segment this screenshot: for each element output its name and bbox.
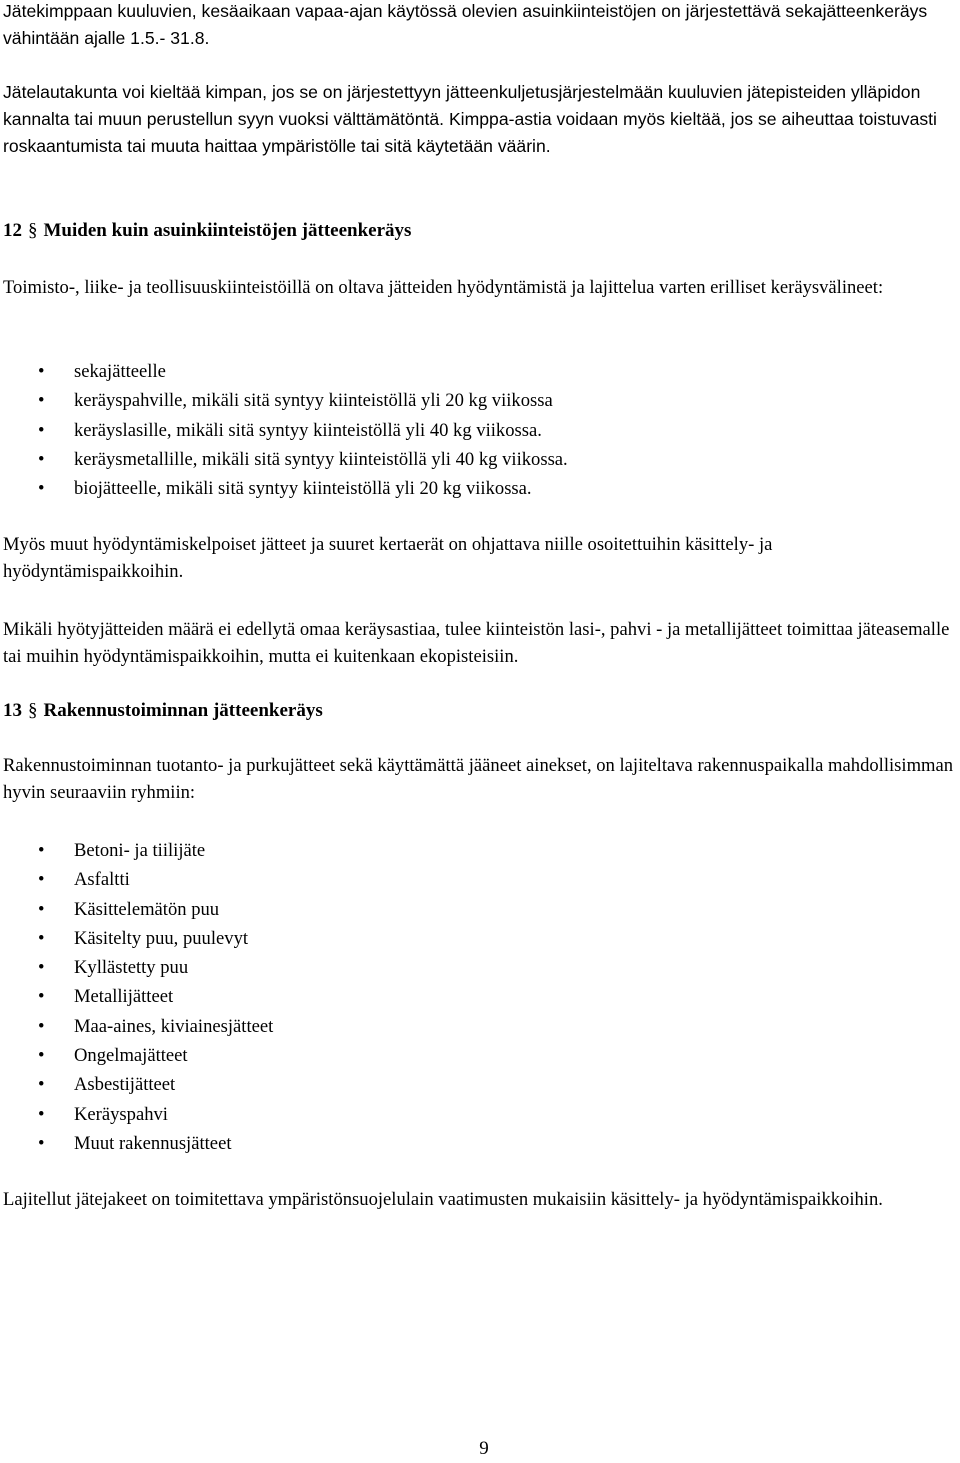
bullet-icon: • xyxy=(38,840,45,861)
collection-equipment-list xyxy=(0,357,568,503)
bullet-icon: • xyxy=(38,390,45,412)
list-item-text: keräyslasille, mikäli sitä syntyy kiinteistöllä yli 40 kg viikossa. xyxy=(74,419,542,441)
list-item xyxy=(0,1100,273,1129)
bullet-icon: • xyxy=(38,361,45,382)
bullet-icon: • xyxy=(38,478,45,500)
list-item xyxy=(0,1129,273,1158)
paragraph-construction-sorting: Rakennustoiminnan tuotanto- ja purkujätteet sekä käyttämättä jääneet ainekset, on lajiteltava rakennuspaikalla mahdollisimman hyvin seuraaviin ryhmiin: xyxy=(3,755,954,803)
list-item-text: Käsittelemätön puu xyxy=(74,898,220,920)
list-item xyxy=(0,357,568,386)
construction-waste-groups-list xyxy=(0,836,273,1158)
list-item xyxy=(0,386,568,415)
bullet-icon: • xyxy=(38,1132,45,1154)
list-item xyxy=(0,895,273,924)
list-item-text: Maa-aines, kiviainesjätteet xyxy=(74,1015,274,1037)
list-item xyxy=(0,1070,273,1099)
section-symbol-icon: § xyxy=(28,700,38,721)
list-item-text: Keräyspahvi xyxy=(74,1103,168,1125)
bullet-icon: • xyxy=(38,1103,45,1125)
paragraph-delivery: Lajitellut jätejakeet on toimitettava ympäristönsuojelulain vaatimusten mukaisiin käsittely- ja hyödyntämispaikkoihin. xyxy=(3,1189,883,1210)
paragraph-office-collection: Toimisto-, liike- ja teollisuuskiinteistöillä on oltava jätteiden hyödyntämistä ja lajittelua varten erilliset keräysvälineet: xyxy=(3,277,884,298)
list-item-text: keräysmetallille, mikäli sitä syntyy kiinteistöllä yli 40 kg viikossa. xyxy=(74,448,568,470)
bullet-icon: • xyxy=(38,448,45,470)
section-12-title: Muiden kuin asuinkiinteistöjen jätteenkeräys xyxy=(43,220,412,241)
section-12-heading xyxy=(3,217,411,244)
bullet-icon: • xyxy=(38,898,45,920)
section-symbol-icon: § xyxy=(28,220,38,241)
list-item xyxy=(0,953,273,982)
list-item xyxy=(0,836,273,865)
paragraph-small-amounts: Mikäli hyötyjätteiden määrä ei edellytä omaa keräysastiaa, tulee kiinteistön lasi-, pahvi - ja metallijätteet toimittaa jäteasemalle tai muihin hyödyntämispaikkoihin, mutta ei kuitenkaan ekopisteisiin. xyxy=(3,619,950,667)
section-13-number: 13 xyxy=(3,700,22,721)
paragraph-summer-collection: Jätekimppaan kuuluvien, kesäaikaan vapaa-ajan käytössä olevien asuinkiinteistöjen on järjestettävä sekajätteenkeräys vähintään ajalle 1.5.- 31.8. xyxy=(3,1,928,48)
list-item-text: keräyspahville, mikäli sitä syntyy kiinteistöllä yli 20 kg viikossa xyxy=(74,390,553,412)
list-item xyxy=(0,445,568,474)
list-item-text: Muut rakennusjätteet xyxy=(74,1132,232,1154)
page-number: 9 xyxy=(479,1438,489,1459)
bullet-icon: • xyxy=(38,1074,45,1096)
list-item xyxy=(0,416,568,445)
bullet-icon: • xyxy=(38,927,45,949)
list-item-text: Kyllästetty puu xyxy=(74,957,189,979)
list-item xyxy=(0,865,273,894)
bullet-icon: • xyxy=(38,957,45,979)
bullet-icon: • xyxy=(38,419,45,441)
list-item-text: Ongelmajätteet xyxy=(74,1045,188,1067)
list-item xyxy=(0,982,273,1011)
list-item-text: biojätteelle, mikäli sitä syntyy kiinteistöllä yli 20 kg viikossa. xyxy=(74,478,532,500)
list-item-text: Käsitelty puu, puulevyt xyxy=(74,927,249,949)
bullet-icon: • xyxy=(38,1045,45,1067)
section-12-number: 12 xyxy=(3,220,22,241)
list-item xyxy=(0,1041,273,1070)
list-item-text: Betoni- ja tiilijäte xyxy=(74,840,206,861)
section-13-title: Rakennustoiminnan jätteenkeräys xyxy=(43,700,323,721)
bullet-icon: • xyxy=(38,986,45,1008)
bullet-icon: • xyxy=(38,1015,45,1037)
bullet-icon: • xyxy=(38,869,45,891)
list-item xyxy=(0,1012,273,1041)
list-item-text: Asfaltti xyxy=(74,869,130,891)
list-item-text: sekajätteelle xyxy=(74,361,166,382)
list-item-text: Metallijätteet xyxy=(74,986,174,1008)
list-item-text: Asbestijätteet xyxy=(74,1074,176,1096)
paragraph-other-recyclables: Myös muut hyödyntämiskelpoiset jätteet ja suuret kertaerät on ohjattava niille osoitettuihin käsittely- ja hyödyntämispaikkoihin. xyxy=(3,534,773,582)
paragraph-pool-prohibition: Jätelautakunta voi kieltää kimpan, jos se on järjestettyyn jätteenkuljetusjärjestelmään kuuluvien jätepisteiden ylläpidon kannalta tai muun perustellun syyn vuoksi välttämätöntä. Kimppa-astia voidaan myös kieltää, jos se aiheuttaa toistuvasti roskaantumista tai muuta haittaa ympäristölle tai sitä käytetään väärin. xyxy=(3,82,937,156)
list-item xyxy=(0,474,568,503)
list-item xyxy=(0,924,273,953)
section-13-heading xyxy=(3,697,323,724)
